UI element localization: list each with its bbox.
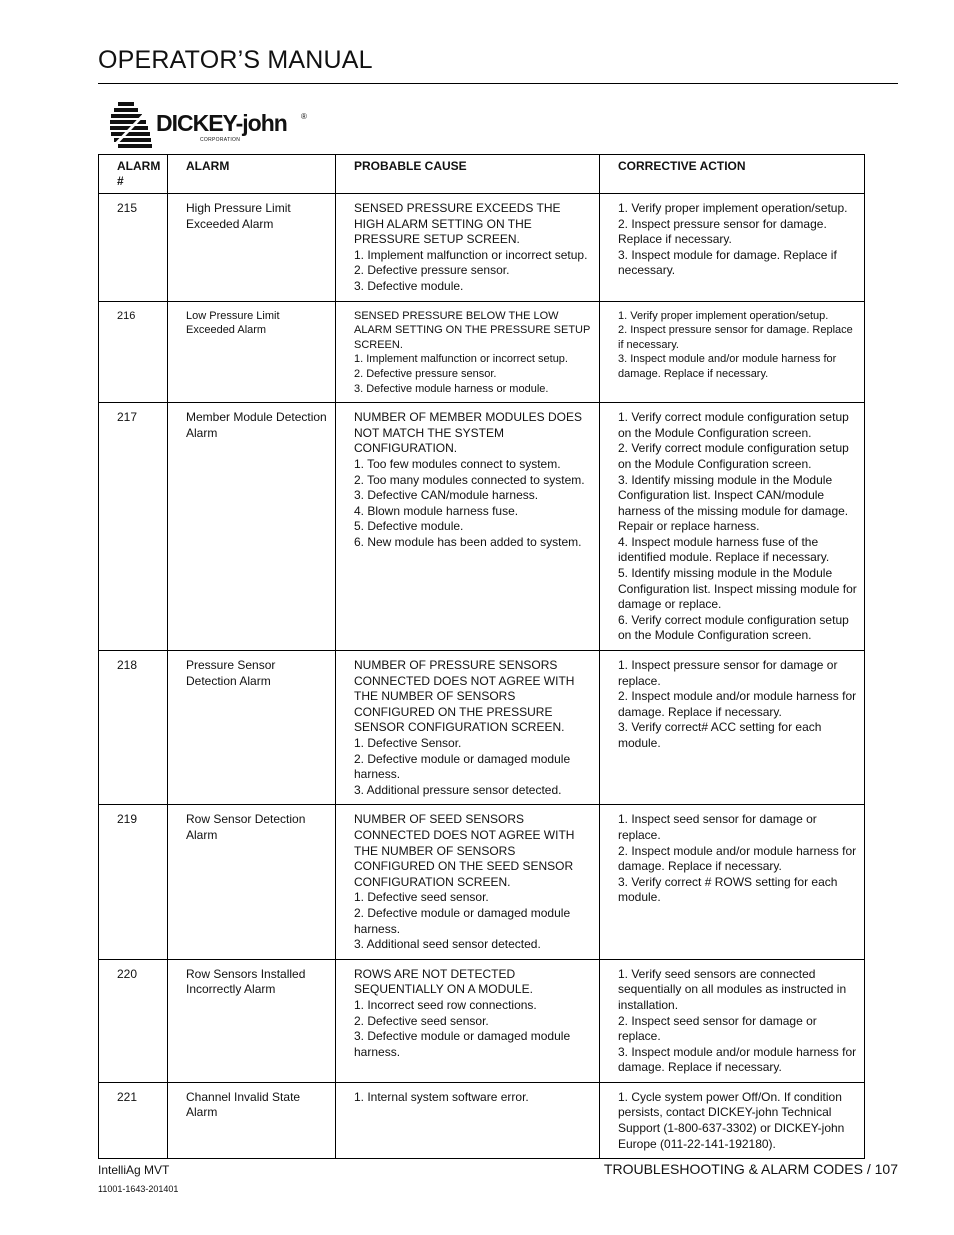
table-row (99, 805, 865, 959)
table-row (99, 1082, 865, 1158)
alarm-name: High Pressure Limit Exceeded Alarm (168, 194, 336, 302)
table-row (99, 403, 865, 651)
alarm-name: Member Module Detection Alarm (168, 403, 336, 651)
corrective-action-cell (600, 403, 865, 651)
cause-line: 1. Implement malfunction or incorrect setup. (354, 353, 568, 366)
action-line: 3. Inspect module and/or module harness for damage. Replace if necessary. (618, 353, 837, 380)
probable-cause-cell (336, 959, 600, 1082)
cause-line: 3. Defective CAN/module harness. (354, 488, 539, 503)
action-line: 1. Verify seed sensors are connected sequentially on all modules as instructed in installation. (618, 966, 847, 1012)
alarm-name: Row Sensors Installed Incorrectly Alarm (168, 959, 336, 1082)
footer-section: TROUBLESHOOTING & ALARM CODES / 107 (603, 1161, 898, 1177)
cause-line: 1. Incorrect seed row connections. (354, 997, 537, 1012)
alarm-name: Channel Invalid State Alarm (168, 1082, 336, 1158)
cause-line: 6. New module has been added to system. (354, 534, 582, 549)
cause-line: 2. Defective seed sensor. (354, 1013, 489, 1028)
corrective-action-cell (600, 805, 865, 959)
header-probable-cause: PROBABLE CAUSE (336, 155, 600, 194)
action-line: 2. Inspect module and/or module harness for damage. Replace if necessary. (618, 843, 857, 874)
cause-line: 1. Defective Sensor. (354, 736, 462, 750)
cause-line: 3. Defective module or damaged module harness. (354, 1029, 571, 1059)
dickey-john-logo (108, 100, 318, 152)
action-line: 3. Identify missing module in the Module Configuration list. Inspect CAN/module harness of the missing module for damage. Repair or replace harness. (618, 472, 849, 534)
cause-line: 2. Defective module or damaged module harness. (354, 751, 571, 782)
alarm-number: 218 (99, 651, 168, 805)
table-row (99, 301, 865, 403)
cause-line: 1. Too few modules connect to system. (354, 456, 561, 471)
alarm-number: 217 (99, 403, 168, 651)
probable-cause-cell (336, 403, 600, 651)
corrective-action-cell (600, 194, 865, 302)
logo-wordmark: DICKEY-john (156, 110, 287, 136)
cause-line: 1. Defective seed sensor. (354, 890, 489, 905)
alarm-number: 219 (99, 805, 168, 959)
cause-line: 2. Defective pressure sensor. (354, 367, 497, 380)
cause-line: 1. Internal system software error. (354, 1089, 529, 1104)
header-corrective-action: CORRECTIVE ACTION (600, 155, 865, 194)
action-line: 1. Inspect pressure sensor for damage or replace. (618, 658, 838, 688)
registered-mark: ® (301, 112, 307, 121)
action-line: 1. Cycle system power Off/On. If condition persists, contact DICKEY-john Technical Support (1-800-637-3302) or DICKEY-john Europe (011-22-141-192180). (618, 1089, 845, 1151)
probable-cause-cell (336, 651, 600, 805)
alarm-name: Row Sensor Detection Alarm (168, 805, 336, 959)
cause-line: 2. Too many modules connected to system. (354, 472, 585, 487)
probable-cause-cell (336, 1082, 600, 1158)
alarm-number: 215 (99, 194, 168, 302)
header-alarm-number: ALARM # (99, 155, 168, 194)
corrective-action-cell (600, 1082, 865, 1158)
action-line: 3. Verify correct# ACC setting for each module. (618, 720, 822, 750)
table-row (99, 651, 865, 805)
corrective-action-cell (600, 651, 865, 805)
action-line: 1. Verify correct module configuration setup on the Module Configuration screen. (618, 410, 849, 440)
table-row (99, 194, 865, 302)
cause-line: 4. Blown module harness fuse. (354, 503, 519, 518)
probable-cause-cell (336, 805, 600, 959)
cause-line: NUMBER OF PRESSURE SENSORS CONNECTED DOES NOT AGREE WITH THE NUMBER OF SENSORS CONFIGURED ON THE PRESSURE SENSOR CONFIGURATION SCREEN. (354, 658, 575, 735)
cause-line: 3. Defective module harness or module. (354, 382, 549, 395)
probable-cause-cell (336, 301, 600, 403)
alarm-name: Low Pressure Limit Exceeded Alarm (168, 301, 336, 403)
logo-corporation: CORPORATION (200, 137, 241, 143)
cause-line: NUMBER OF MEMBER MODULES DOES NOT MATCH THE SYSTEM CONFIGURATION. (354, 410, 583, 456)
alarm-number: 221 (99, 1082, 168, 1158)
cause-line: 2. Defective pressure sensor. (354, 263, 510, 278)
cause-line: 3. Additional seed sensor detected. (354, 937, 541, 952)
alarm-number: 216 (99, 301, 168, 403)
footer-doc-code: 11001-1643-201401 (98, 1184, 179, 1194)
action-line: 2. Inspect pressure sensor for damage. Replace if necessary. (618, 324, 853, 351)
action-line: 2. Verify correct module configuration setup on the Module Configuration screen. (618, 441, 849, 471)
corrective-action-cell (600, 301, 865, 403)
footer-product: IntelliAg MVT (98, 1163, 170, 1177)
logo-mark-icon (108, 100, 154, 152)
action-line: 3. Inspect module and/or module harness for damage. Replace if necessary. (618, 1044, 857, 1075)
action-line: 3. Inspect module for damage. Replace if necessary. (618, 247, 837, 278)
cause-line: 3. Additional pressure sensor detected. (354, 782, 562, 797)
page-title: OPERATOR’S MANUAL (98, 46, 373, 74)
header-rule (98, 83, 898, 84)
cause-line: SENSED PRESSURE EXCEEDS THE HIGH ALARM SETTING ON THE PRESSURE SETUP SCREEN. (354, 201, 561, 247)
action-line: 4. Inspect module harness fuse of the identified module. Replace if necessary. (618, 534, 830, 565)
action-line: 3. Verify correct # ROWS setting for each module. (618, 874, 838, 905)
action-line: 2. Inspect pressure sensor for damage. Replace if necessary. (618, 216, 827, 247)
cause-line: 3. Defective module. (354, 278, 464, 293)
table-header-row (99, 155, 865, 194)
header-alarm: ALARM (168, 155, 336, 194)
alarm-codes-table (98, 154, 865, 1159)
corrective-action-cell (600, 959, 865, 1082)
cause-line: ROWS ARE NOT DETECTED SEQUENTIALLY ON A MODULE. (354, 966, 533, 997)
probable-cause-cell (336, 194, 600, 302)
cause-line: 5. Defective module. (354, 519, 464, 534)
action-line: 5. Identify missing module in the Module Configuration list. Inspect missing module for damage or replace. (618, 566, 857, 612)
table-row (99, 959, 865, 1082)
alarm-number: 220 (99, 959, 168, 1082)
action-line: 6. Verify correct module configuration setup on the Module Configuration screen. (618, 612, 849, 643)
cause-line: NUMBER OF SEED SENSORS CONNECTED DOES NOT AGREE WITH THE NUMBER OF SENSORS CONFIGURED ON THE SEED SENSOR CONFIGURATION SCREEN. (354, 812, 575, 889)
alarm-name: Pressure Sensor Detection Alarm (168, 651, 336, 805)
action-line: 2. Inspect seed sensor for damage or replace. (618, 1013, 817, 1044)
cause-line: SENSED PRESSURE BELOW THE LOW ALARM SETTING ON THE PRESSURE SETUP SCREEN. (354, 309, 591, 351)
action-line: 1. Verify proper implement operation/setup. (618, 201, 848, 215)
action-line: 1. Verify proper implement operation/setup. (618, 309, 829, 322)
cause-line: 2. Defective module or damaged module harness. (354, 905, 571, 936)
action-line: 2. Inspect module and/or module harness for damage. Replace if necessary. (618, 689, 857, 719)
action-line: 1. Inspect seed sensor for damage or replace. (618, 812, 817, 842)
cause-line: 1. Implement malfunction or incorrect setup. (354, 247, 588, 262)
